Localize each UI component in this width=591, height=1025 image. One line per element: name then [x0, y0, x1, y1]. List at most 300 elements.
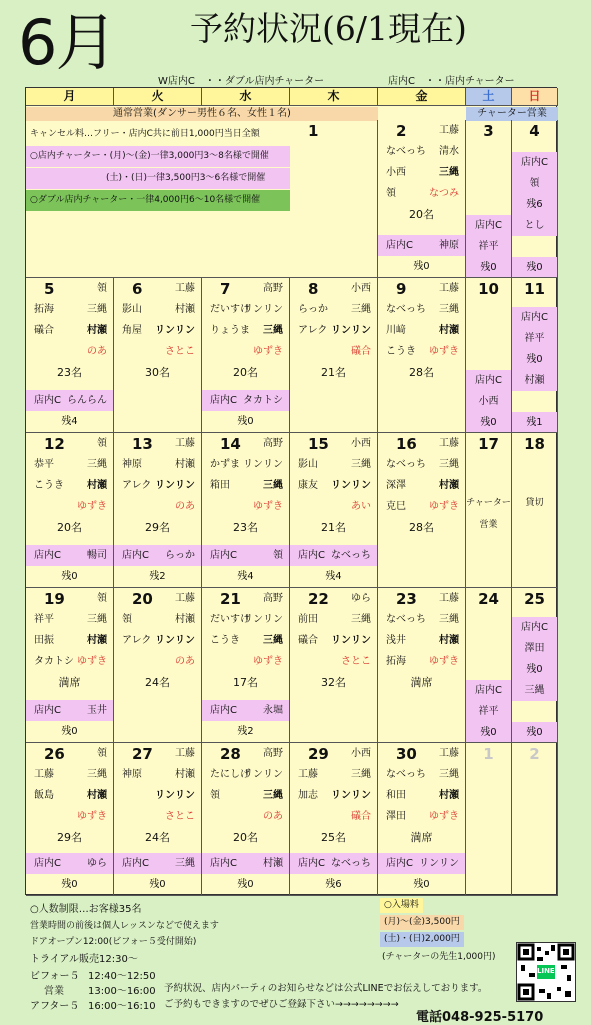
special-text: チャーター: [466, 498, 511, 508]
instructor-name: 村瀬: [175, 304, 195, 315]
charter-business-banner: チャーター営業: [466, 107, 558, 121]
day-cell[interactable]: [512, 433, 558, 588]
remaining-seats: 残1: [526, 417, 543, 428]
schedule-row: [290, 630, 377, 651]
schedule-row: [202, 827, 289, 848]
instructor-name: リンリン: [155, 635, 195, 646]
line-notice: 予約状況、店内パーティのお知らせなどは公式LINEでお伝えしております。: [164, 983, 488, 994]
weekday-header-3: 木: [290, 88, 378, 106]
charter-instructor: らっか: [165, 550, 195, 561]
day-cell[interactable]: [466, 120, 512, 278]
day-cell[interactable]: [512, 120, 558, 278]
day-number: 11: [524, 280, 545, 298]
instructor-name: ゆずき: [429, 656, 459, 667]
day-cell[interactable]: [378, 278, 466, 433]
instructor-name: なべっち: [386, 614, 426, 625]
charter-label: 店内C: [475, 685, 502, 696]
schedule-row: [202, 588, 289, 609]
instructor-name: 工藤: [439, 593, 459, 604]
instructor-name: 川﨑: [386, 325, 406, 336]
instructor-name: 三縄: [87, 769, 107, 780]
instructor-name: 和田: [386, 790, 406, 801]
day-number: 29: [308, 745, 329, 763]
schedule-row: [26, 672, 113, 693]
remaining-seats: 残0: [149, 879, 166, 890]
day-cell[interactable]: [26, 433, 114, 588]
instructor-name: 三縄: [439, 167, 459, 178]
day-cell[interactable]: [114, 120, 202, 278]
charter-instructor-row: [466, 236, 511, 257]
day-number: 1: [483, 745, 494, 763]
charter-detail: 祥平: [524, 333, 545, 344]
schedule-row: [114, 496, 201, 517]
schedule-row: [26, 278, 113, 299]
remaining-seats: 残0: [526, 262, 543, 273]
schedule-row: [202, 341, 289, 362]
schedule-row: [202, 320, 289, 341]
day-cell[interactable]: [512, 278, 558, 433]
after5-label: アフター５: [30, 1001, 80, 1012]
charter-row: [290, 545, 377, 566]
charter-instructor: なべっち: [331, 858, 371, 869]
instructor-name: のあ: [175, 501, 195, 512]
day-cell[interactable]: [202, 588, 290, 743]
instructor-name: 領: [210, 790, 220, 801]
day-cell[interactable]: [466, 743, 512, 896]
day-cell[interactable]: [202, 120, 290, 278]
reservation-count: 28名: [409, 366, 434, 379]
day-number: 4: [529, 122, 540, 140]
reservation-count: 23名: [233, 521, 258, 534]
schedule-row: [202, 278, 289, 299]
instructor-name: 神原: [122, 769, 142, 780]
schedule-row: [290, 433, 377, 454]
day-cell[interactable]: [290, 743, 378, 896]
schedule-row: [290, 299, 377, 320]
instructor-name: 工藤: [439, 125, 459, 136]
schedule-row: [26, 630, 113, 651]
reservation-count: 29名: [57, 831, 82, 844]
instructor-name: 高野: [263, 593, 283, 604]
charter-row: [466, 680, 511, 701]
day-number: 3: [483, 122, 494, 140]
instructor-name: 拓海: [34, 304, 54, 315]
charter-detail: 村瀬: [524, 375, 545, 386]
schedule-row: [378, 496, 465, 517]
remaining-seats: 残0: [526, 727, 543, 738]
fee-weekday: (月)～(金)3,500円: [380, 915, 464, 930]
schedule-row: [378, 204, 465, 225]
charter-detail-row: [512, 370, 557, 391]
charter-label: 店内C: [521, 157, 548, 168]
day-cell[interactable]: [202, 433, 290, 588]
schedule-row: [378, 588, 465, 609]
day-cell[interactable]: [378, 743, 466, 896]
schedule-row: [378, 764, 465, 785]
day-number: 27: [132, 745, 153, 763]
trial-note: トライアル販売12:30～: [30, 954, 138, 965]
qr-label: LINE: [537, 967, 555, 975]
instructor-name: 高野: [263, 283, 283, 294]
phone-number: 電話048-925-5170: [416, 1010, 544, 1025]
day-cell[interactable]: [290, 588, 378, 743]
instructor-name: リンリン: [243, 769, 283, 780]
instructor-name: 三縄: [263, 325, 283, 336]
remaining-seats-row: [26, 874, 113, 895]
instructor-name: 工藤: [175, 283, 195, 294]
instructor-name: 三縄: [263, 480, 283, 491]
charter-detail-row: [512, 173, 557, 194]
instructor-name: 三縄: [87, 304, 107, 315]
schedule-row: [290, 341, 377, 362]
schedule-row: [114, 341, 201, 362]
day-number: 5: [44, 280, 55, 298]
charter-detail: 領: [529, 178, 540, 189]
instructor-name: こうき: [210, 635, 240, 646]
instructor-name: なつみ: [429, 188, 459, 199]
day-number: 22: [308, 590, 329, 608]
instructor-name: 領: [122, 614, 132, 625]
day-cell[interactable]: [26, 278, 114, 433]
day-cell[interactable]: [26, 120, 114, 278]
schedule-row: [378, 743, 465, 764]
legend-charter: 店内C ・・店内チャーター: [388, 76, 515, 87]
schedule-row: [378, 806, 465, 827]
day-cell[interactable]: [114, 278, 202, 433]
schedule-row: [26, 320, 113, 341]
remaining-seats-row: [290, 566, 377, 587]
instructor-name: 角屋: [122, 325, 142, 336]
day-number: 21: [220, 590, 241, 608]
charter-row: [26, 853, 113, 874]
schedule-row: [378, 341, 465, 362]
instructor-name: ゆずき: [429, 346, 459, 357]
day-cell[interactable]: [466, 588, 512, 743]
charter-detail-row: [512, 680, 557, 701]
charter-label: 店内C: [475, 375, 502, 386]
day-cell[interactable]: [202, 743, 290, 896]
instructor-name: 高野: [263, 438, 283, 449]
business-label: 営業: [44, 986, 64, 997]
charter-detail: 残0: [526, 354, 543, 365]
instructor-name: アレク: [298, 325, 328, 336]
schedule-row: [378, 362, 465, 383]
instructor-name: 村瀬: [175, 769, 195, 780]
charter-detail-row: [512, 328, 557, 349]
schedule-row: [114, 764, 201, 785]
weekday-header-5: 土: [466, 88, 512, 106]
day-number: 1: [308, 122, 319, 140]
cancel-policy-note: キャンセル料…フリー・店内C共に前日1,000円当日全額: [26, 124, 290, 145]
day-cell[interactable]: [290, 278, 378, 433]
charter-instructor: 永堀: [263, 705, 283, 716]
remaining-seats: 残0: [237, 416, 254, 427]
instructor-name: 拓海: [386, 656, 406, 667]
instructor-name: 澤田: [386, 811, 406, 822]
reservation-count: 満席: [410, 831, 433, 844]
instructor-name: 三縄: [351, 459, 371, 470]
reservation-count: 20名: [233, 366, 258, 379]
instructor-name: 村瀬: [439, 790, 459, 801]
instructor-name: 加志: [298, 790, 318, 801]
day-cell[interactable]: [512, 743, 558, 896]
schedule-row: [378, 278, 465, 299]
charter-instructor-row: [466, 391, 511, 412]
instructor-name: 村瀬: [439, 480, 459, 491]
day-number: 13: [132, 435, 153, 453]
charter-instructor: 暢司: [87, 550, 107, 561]
remaining-seats: 残6: [325, 879, 342, 890]
instructor-name: 村瀬: [87, 790, 107, 801]
instructor-name: ゆずき: [253, 656, 283, 667]
charter-label: 店内C: [34, 550, 61, 561]
instructor-name: 三縄: [87, 459, 107, 470]
day-number: 24: [478, 590, 499, 608]
charter-row: [26, 700, 113, 721]
charter-instructor: 祥平: [478, 706, 499, 717]
instructor-name: リンリン: [155, 480, 195, 491]
instructor-name: だいすけ: [210, 614, 250, 625]
day-cell[interactable]: [378, 433, 466, 588]
charter-row: [512, 307, 557, 328]
day-cell[interactable]: [466, 278, 512, 433]
schedule-row: [26, 454, 113, 475]
remaining-seats-row: [378, 256, 465, 277]
instructor-name: なべっち: [386, 459, 426, 470]
instructor-name: 三縄: [439, 304, 459, 315]
schedule-row: [202, 475, 289, 496]
instructor-name: 村瀬: [87, 635, 107, 646]
instructor-name: 村瀬: [87, 325, 107, 336]
schedule-row: [114, 299, 201, 320]
schedule-row: [378, 320, 465, 341]
instructor-name: 飯島: [34, 790, 54, 801]
day-number: 10: [478, 280, 499, 298]
line-qr-code[interactable]: [516, 942, 576, 1002]
charter-row: [466, 215, 511, 236]
instructor-name: タカトシ: [34, 656, 74, 667]
schedule-row: [290, 475, 377, 496]
day-cell[interactable]: [114, 743, 202, 896]
instructor-name: リンリン: [243, 614, 283, 625]
charter-label: 店内C: [122, 858, 149, 869]
schedule-row: [378, 162, 465, 183]
remaining-seats-row: [26, 721, 113, 742]
instructor-name: 領: [97, 283, 107, 294]
remaining-seats: 残4: [325, 571, 342, 582]
reservation-count: 29名: [145, 521, 170, 534]
calendar-grid: [25, 87, 557, 895]
instructor-name: リンリン: [243, 459, 283, 470]
remaining-seats: 残2: [237, 726, 254, 737]
schedule-row: [114, 672, 201, 693]
instructor-name: リンリン: [331, 480, 371, 491]
day-number: 25: [524, 590, 545, 608]
charter-label: 店内C: [122, 550, 149, 561]
instructor-name: 三縄: [439, 769, 459, 780]
charter-instructor: なべっち: [331, 550, 371, 561]
instructor-name: 礒合: [34, 325, 54, 336]
day-number: 8: [308, 280, 319, 298]
instructor-name: ゆずき: [253, 346, 283, 357]
instructor-name: 康友: [298, 480, 318, 491]
charter-detail: とし: [524, 220, 545, 231]
line-register: ご予約もできますのでぜひご登録下さい→→→→→→→→: [164, 999, 399, 1010]
schedule-row: [202, 362, 289, 383]
schedule-row: [114, 630, 201, 651]
schedule-row: [290, 806, 377, 827]
instructor-name: なべっち: [386, 304, 426, 315]
lessons-note: 営業時間の前後は個人レッスンなどで使えます: [30, 921, 219, 931]
weekday-header-2: 水: [202, 88, 290, 106]
charter-label: 店内C: [210, 395, 237, 406]
remaining-seats-row: [114, 566, 201, 587]
instructor-name: のあ: [263, 811, 283, 822]
schedule-row: [26, 743, 113, 764]
charter-weekend-note: (土)・(日)一律3,500円3～6名様で開催: [26, 168, 290, 189]
reservation-count: 21名: [321, 521, 346, 534]
schedule-row: [378, 433, 465, 454]
day-cell[interactable]: [466, 433, 512, 588]
schedule-row: [378, 609, 465, 630]
schedule-row: [114, 651, 201, 672]
reservation-count: 24名: [145, 831, 170, 844]
instructor-name: なべっち: [386, 146, 426, 157]
day-cell[interactable]: [290, 120, 378, 278]
schedule-row: [26, 651, 113, 672]
schedule-row: [114, 433, 201, 454]
remaining-seats-row: [202, 721, 289, 742]
schedule-row: [26, 609, 113, 630]
instructor-name: 村瀬: [175, 459, 195, 470]
charter-row: [202, 545, 289, 566]
instructor-name: らっか: [298, 304, 328, 315]
schedule-row: [378, 120, 465, 141]
reservation-count: 23名: [57, 366, 82, 379]
charter-detail: 三縄: [524, 685, 545, 696]
day-number: 18: [524, 435, 545, 453]
remaining-seats-row: [466, 257, 511, 278]
weekday-header-4: 金: [378, 88, 466, 106]
special-note: [466, 493, 511, 514]
instructor-name: 田振: [34, 635, 54, 646]
schedule-row: [114, 454, 201, 475]
charter-row: [114, 545, 201, 566]
schedule-row: [378, 651, 465, 672]
remaining-seats-row: [512, 257, 557, 278]
schedule-row: [26, 433, 113, 454]
remaining-seats: 残0: [413, 879, 430, 890]
special-text: 営業: [479, 520, 498, 530]
day-cell[interactable]: [202, 278, 290, 433]
day-cell[interactable]: [378, 120, 466, 278]
day-cell[interactable]: [26, 588, 114, 743]
charter-instructor: タカトシ: [243, 395, 283, 406]
remaining-seats-row: [466, 412, 511, 433]
day-cell[interactable]: [114, 433, 202, 588]
schedule-row: [202, 764, 289, 785]
instructor-name: たにしげ: [210, 769, 250, 780]
reservation-count: 21名: [321, 366, 346, 379]
charter-label: 店内C: [521, 622, 548, 633]
charter-instructor: 玉井: [87, 705, 107, 716]
normal-business-banner: 通常営業(ダンサー男性６名、女性１名): [26, 107, 378, 121]
instructor-name: 工藤: [175, 438, 195, 449]
day-cell[interactable]: [26, 743, 114, 896]
before5-label: ビフォー５: [30, 971, 80, 982]
legend-double-charter: W店内C ・・ダブル店内チャーター: [158, 76, 325, 87]
charter-row: [26, 545, 113, 566]
instructor-name: 克巳: [386, 501, 406, 512]
schedule-row: [26, 341, 113, 362]
charter-detail-row: [512, 349, 557, 370]
schedule-row: [26, 588, 113, 609]
schedule-row: [114, 785, 201, 806]
instructor-name: 領: [97, 748, 107, 759]
charter-detail-row: [512, 215, 557, 236]
schedule-row: [114, 278, 201, 299]
day-number: 2: [529, 745, 540, 763]
entry-fee-label: ○入場料: [380, 898, 423, 913]
instructor-name: リンリン: [155, 790, 195, 801]
business-time: 13:00～16:00: [88, 986, 156, 997]
schedule-row: [202, 651, 289, 672]
day-number: 2: [396, 122, 407, 140]
schedule-row: [114, 475, 201, 496]
remaining-seats: 残0: [480, 727, 497, 738]
day-cell[interactable]: [290, 433, 378, 588]
schedule-row: [202, 785, 289, 806]
schedule-row: [378, 630, 465, 651]
schedule-row: [290, 278, 377, 299]
charter-label: 店内C: [34, 395, 61, 406]
schedule-row: [290, 517, 377, 538]
instructor-name: 小西: [386, 167, 406, 178]
charter-instructor: 祥平: [478, 241, 499, 252]
remaining-seats-row: [202, 411, 289, 432]
schedule-row: [114, 806, 201, 827]
instructor-name: 領: [97, 438, 107, 449]
remaining-seats: 残0: [480, 417, 497, 428]
remaining-seats: 残0: [61, 879, 78, 890]
day-cell[interactable]: [378, 588, 466, 743]
instructor-name: 箱田: [210, 480, 230, 491]
weekday-header-1: 火: [114, 88, 202, 106]
instructor-name: さとこ: [165, 346, 195, 357]
special-note: [466, 515, 511, 536]
day-number: 20: [132, 590, 153, 608]
day-cell[interactable]: [512, 588, 558, 743]
instructor-name: 深澤: [386, 480, 406, 491]
remaining-seats-row: [114, 874, 201, 895]
day-number: 19: [44, 590, 65, 608]
instructor-name: リンリン: [331, 325, 371, 336]
instructor-name: 工藤: [439, 283, 459, 294]
schedule-row: [378, 672, 465, 693]
remaining-seats: 残0: [413, 261, 430, 272]
instructor-name: 小西: [351, 748, 371, 759]
day-number: 12: [44, 435, 65, 453]
day-cell[interactable]: [114, 588, 202, 743]
schedule-row: [290, 764, 377, 785]
instructor-name: だいすけ: [210, 304, 250, 315]
remaining-seats-row: [290, 874, 377, 895]
double-charter-note: ○ダブル店内チャーター・一律4,000円6～10名様で開催: [26, 190, 290, 211]
instructor-name: 工藤: [298, 769, 318, 780]
charter-row: [378, 853, 465, 874]
schedule-row: [290, 609, 377, 630]
schedule-row: [26, 299, 113, 320]
